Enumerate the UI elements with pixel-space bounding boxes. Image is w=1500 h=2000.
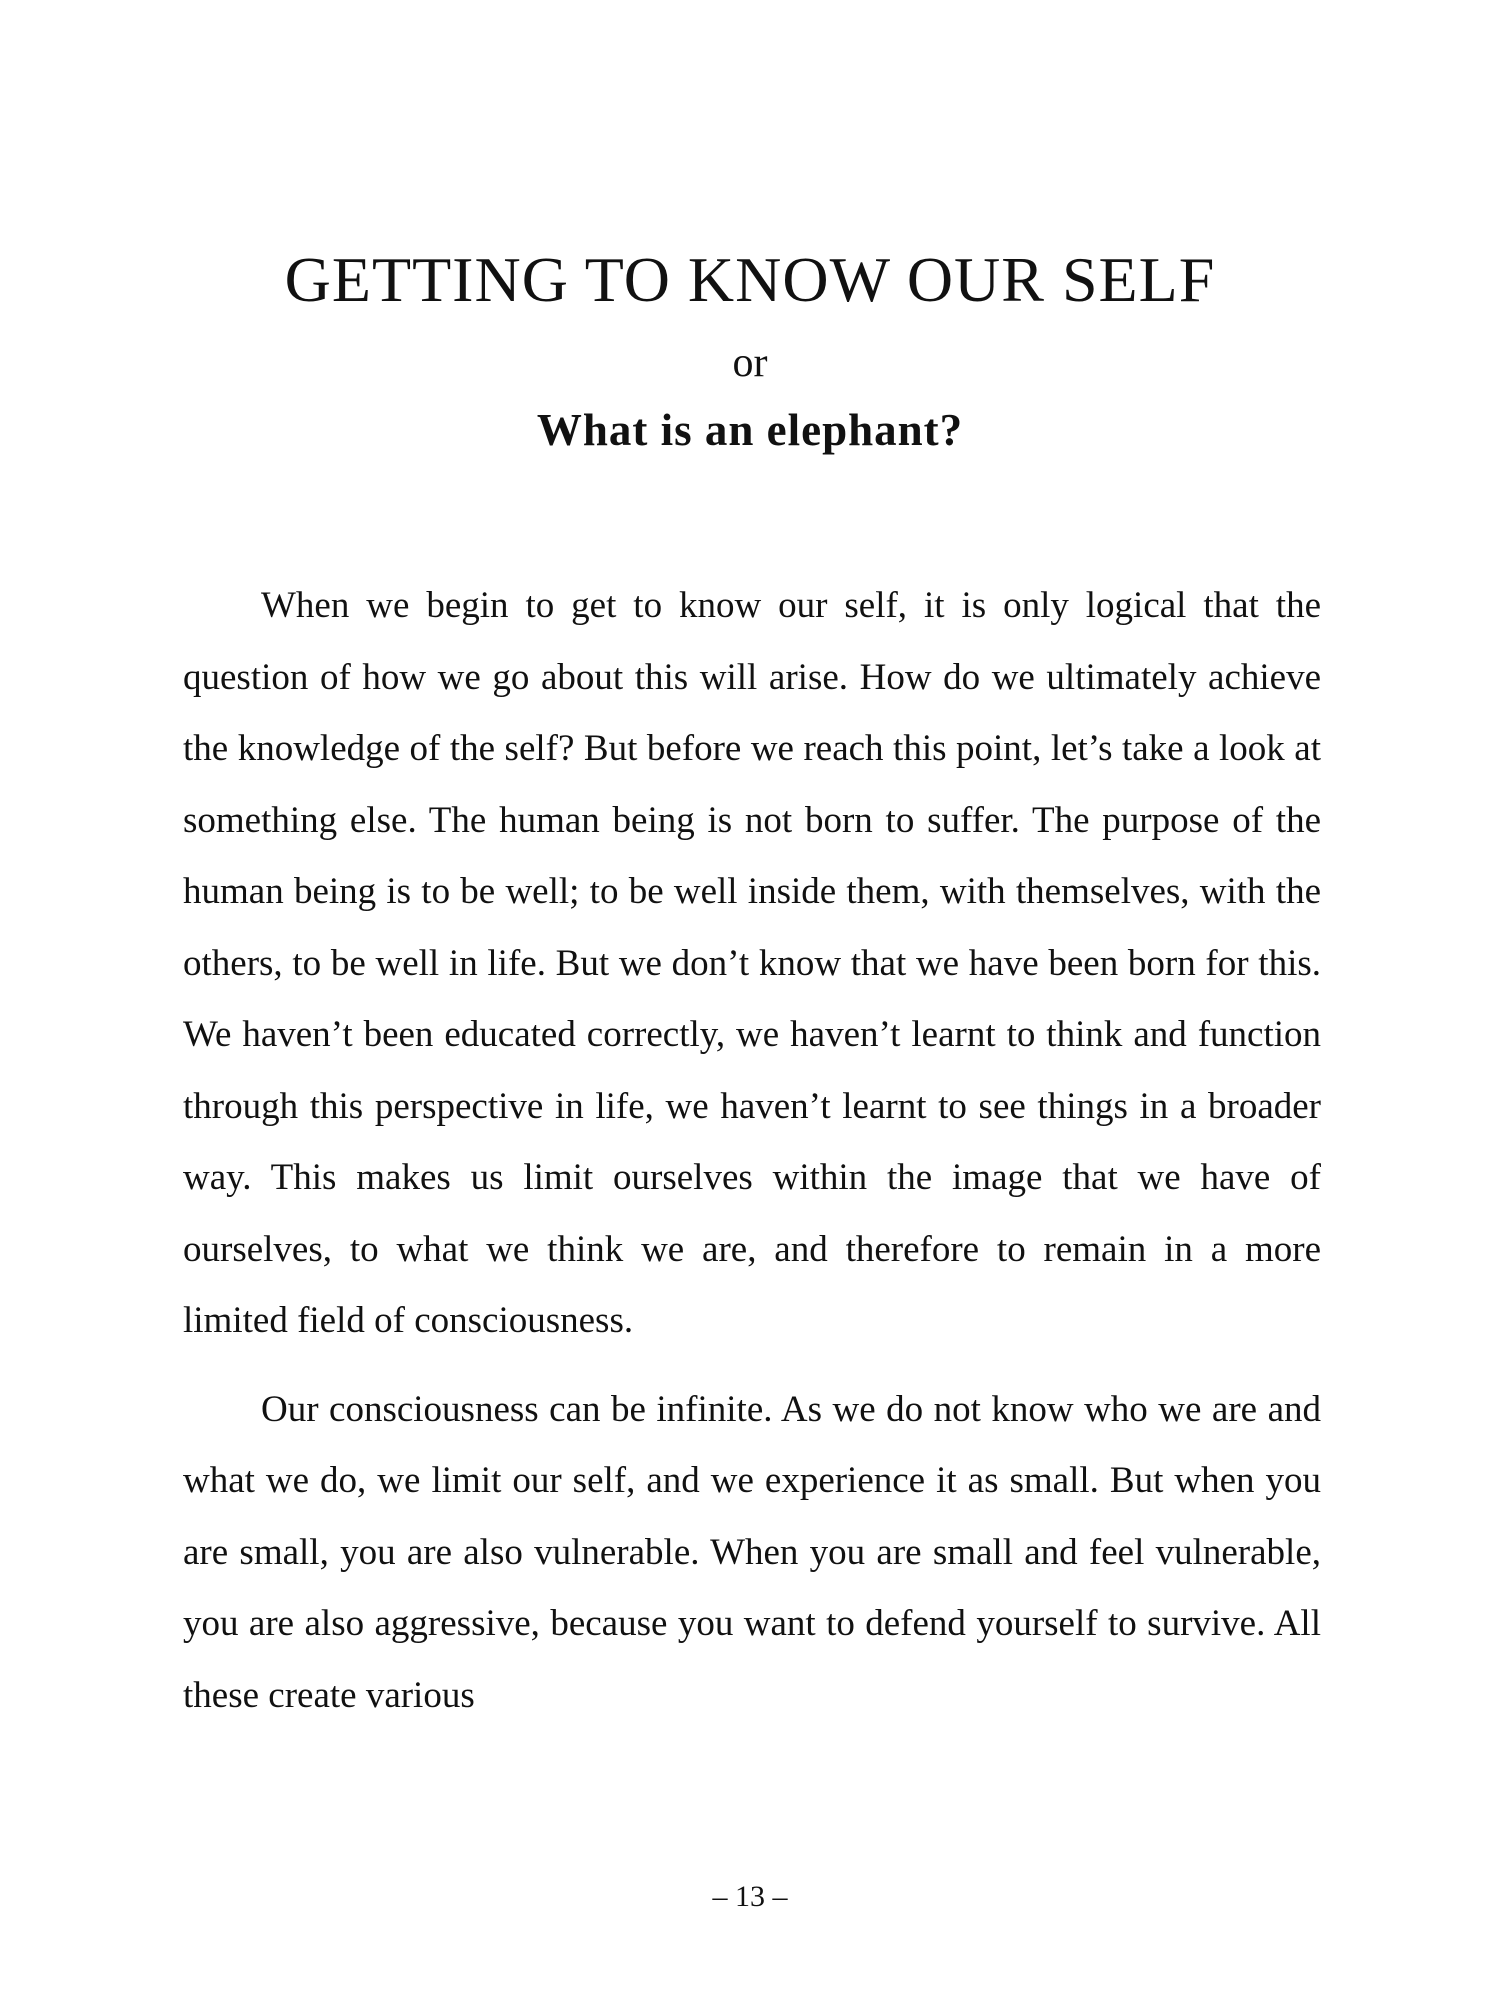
chapter-title: GETTING TO KNOW OUR SELF [284,244,1216,315]
paragraph-2: Our consciousness can be infinite. As we do not know who we are and what we do, we limit our self, and we experience it as small. But when you are small, you are also vulnerable. When you are small and feel vulnerable, you are also aggressive, because you want to defend yourself to survive. All these create various [183,1388,1321,1716]
body-text [183,570,1321,1731]
chapter-subtitle: What is an elephant? [536,405,964,455]
paragraph-1: When we begin to get to know our self, it is only logical that the question of how we go about this will arise. How do we ultimately achieve the knowledge of the self? But before we reach this point, let’s take a look at something else. The human being is not born to suffer. The purpose of the human being is to be well; to be well inside them, with themselves, with the others, to be well in life. But we don’t know that we have been born for this. We haven’t been educated correctly, we haven’t learnt to think and function through this perspective in life, we haven’t learnt to see things in a broader way. This makes us limit ourselves within the image that we have of ourselves, to what we think we are, and therefore to remain in a more limited field of consciousness. [183,585,1321,1341]
page-number: – 13 – [712,1880,788,1913]
title-conjunction: or [732,340,768,386]
